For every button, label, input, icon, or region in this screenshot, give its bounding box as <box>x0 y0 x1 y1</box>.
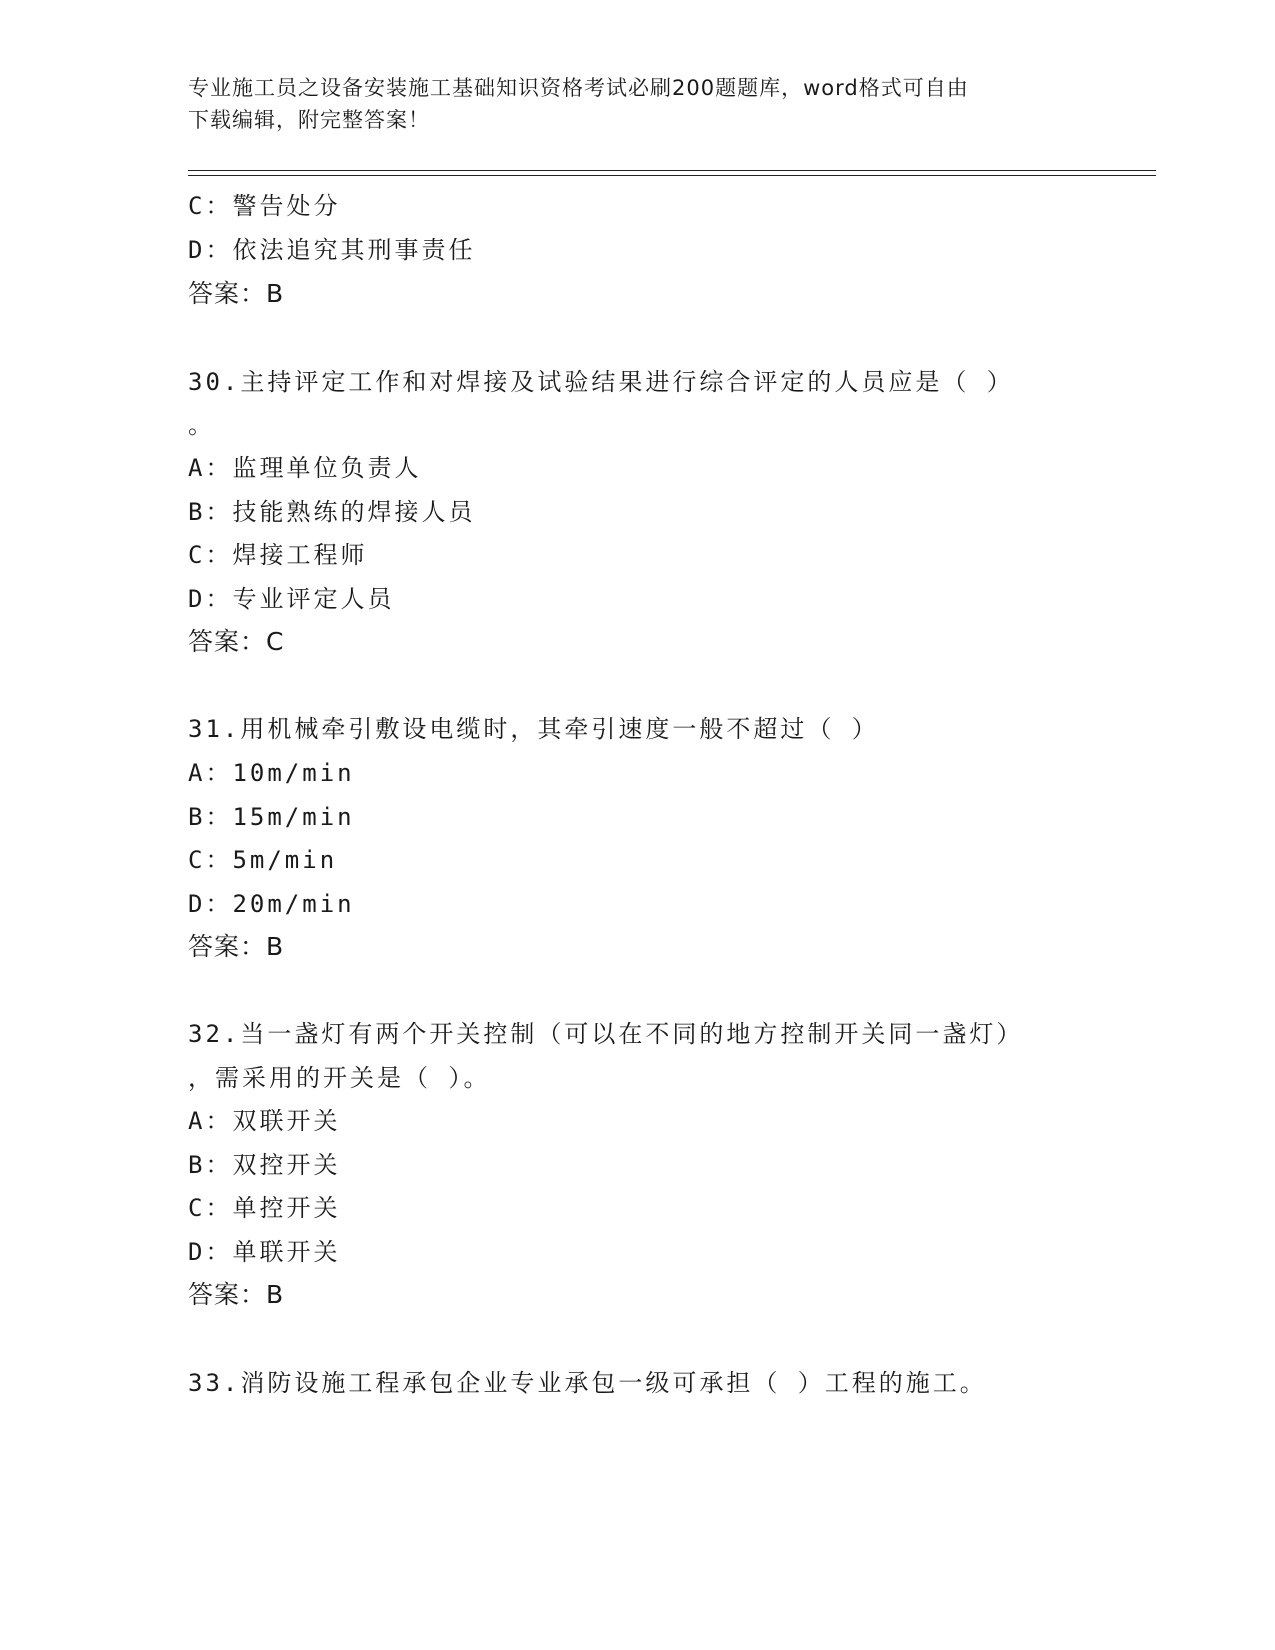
option-d: D：20m/min <box>188 890 355 918</box>
option-a: A：监理单位负责人 <box>188 454 422 482</box>
question-33: 33.消防设施工程承包企业专业承包一级可承担（ ）工程的施工。 <box>188 1369 987 1397</box>
option-b: B：15m/min <box>188 803 355 831</box>
option-c: C：焊接工程师 <box>188 541 368 569</box>
question-30-continued: 。 <box>188 411 215 439</box>
option-a: A：双联开关 <box>188 1107 341 1135</box>
option-c: C：5m/min <box>188 846 338 874</box>
option-b: B：技能熟练的焊接人员 <box>188 498 476 526</box>
answer-line: 答案：B <box>188 1280 285 1309</box>
question-32-continued: ，需采用的开关是（ ）。 <box>188 1064 491 1092</box>
option-d: D：依法追究其刑事责任 <box>188 236 476 264</box>
question-31: 31.用机械牵引敷设电缆时，其牵引速度一般不超过（ ） <box>188 715 879 743</box>
answer-line: 答案：C <box>188 627 285 656</box>
header-divider-top <box>188 170 1156 171</box>
option-c: C：警告处分 <box>188 192 341 220</box>
option-c: C：单控开关 <box>188 1194 341 1222</box>
answer-line: 答案：B <box>188 279 285 308</box>
option-b: B：双控开关 <box>188 1151 341 1179</box>
option-d: D：专业评定人员 <box>188 585 395 613</box>
answer-line: 答案：B <box>188 932 285 961</box>
option-a: A：10m/min <box>188 759 355 787</box>
header-divider-bottom <box>188 175 1156 176</box>
header-line-1: 专业施工员之设备安装施工基础知识资格考试必刷200题题库，word格式可自由 <box>188 76 969 100</box>
question-30: 30.主持评定工作和对焊接及试验结果进行综合评定的人员应是（ ） <box>188 368 1014 396</box>
option-d: D：单联开关 <box>188 1238 341 1266</box>
header-line-2: 下载编辑，附完整答案！ <box>188 108 430 132</box>
question-32: 32.当一盏灯有两个开关控制（可以在不同的地方控制开关同一盏灯） <box>188 1020 1024 1048</box>
document-header <box>188 72 1068 136</box>
